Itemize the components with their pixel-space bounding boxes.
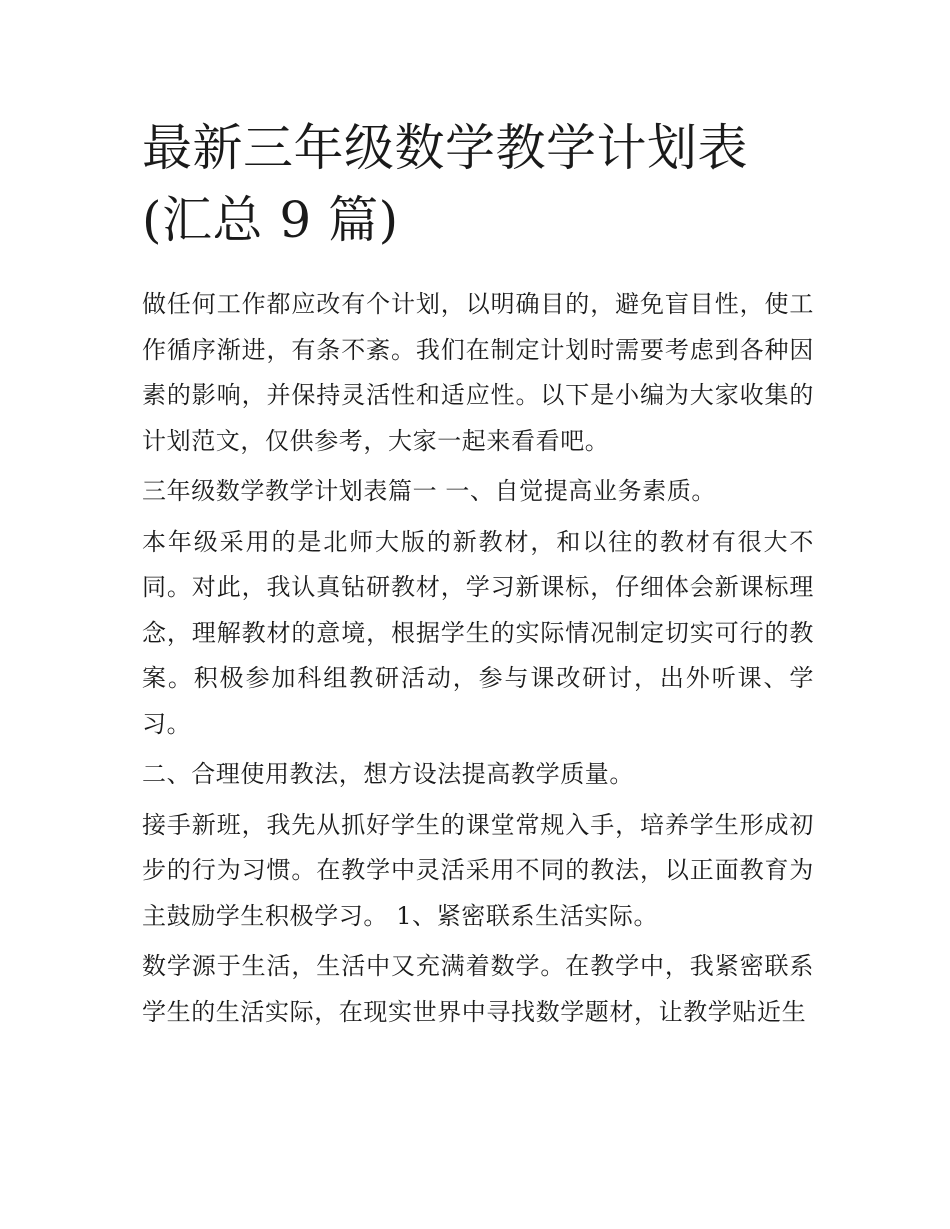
intro-paragraph: 做任何工作都应改有个计划，以明确目的，避免盲目性，使工作循序渐进，有条不紊。我们在制定计划时需要考虑到各种因素的影响，并保持灵活性和适应性。以下是小编为大家收集的计划范文，仅供参考，大家一起来看看吧。 xyxy=(142,290,814,455)
body-paragraph: 本年级采用的是北师大版的新教材，和以往的教材有很大不同。对此，我认真钻研教材，学习新课标，仔细体会新课标理念，理解教材的意境，根据学生的实际情况制定切实可行的教案。积极参加科组教研活动，参与课改研讨，出外听课、学习。 xyxy=(142,527,814,738)
body-paragraph: 数学源于生活，生活中又充满着数学。在教学中，我紧密联系学生的生活实际，在现实世界中寻找数学题材，让教学贴近生 xyxy=(142,952,814,1026)
document-page xyxy=(142,112,814,1040)
body-paragraph: 接手新班，我先从抓好学生的课堂常规入手，培养学生形成初步的行为习惯。在教学中灵活采用不同的教法，以正面教育为主鼓励学生积极学习。 1、紧密联系生活实际。 xyxy=(142,810,814,930)
section-heading-1: 三年级数学教学计划表篇一 一、自觉提高业务素质。 xyxy=(142,477,717,505)
section-heading-2: 二、合理使用教法，想方设法提高教学质量。 xyxy=(142,760,634,788)
document-title: 最新三年级数学教学计划表(汇总 9 篇) xyxy=(142,119,748,249)
